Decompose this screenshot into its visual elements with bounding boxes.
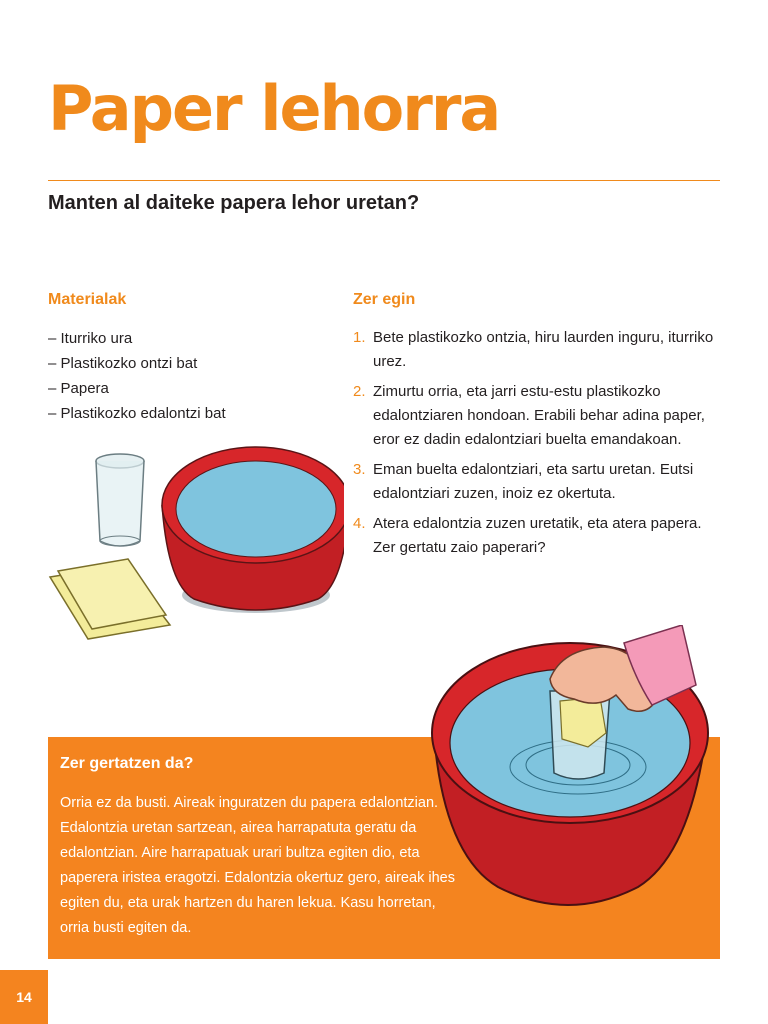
steps-list <box>353 326 723 566</box>
glass-icon <box>96 454 144 546</box>
step-number: 4. <box>353 515 366 532</box>
step-item <box>353 512 723 560</box>
experiment-illustration <box>428 625 720 925</box>
paper-sheets-icon <box>50 559 170 639</box>
step-number: 1. <box>353 329 366 346</box>
page-number: 14 <box>0 970 48 1024</box>
materials-illustration <box>44 445 344 645</box>
list-item: – Iturriko ura <box>48 330 133 347</box>
page-subtitle: Manten al daiteke papera lehor uretan? <box>48 192 420 214</box>
materials-list <box>48 326 226 426</box>
step-item <box>353 380 723 452</box>
explanation-heading: Zer gertatzen da? <box>60 755 194 772</box>
list-item: – Plastikozko ontzi bat <box>48 355 198 372</box>
step-text: Atera edalontzia zuzen uretatik, eta atera papera. Zer gertatu zaio paperari? <box>373 515 702 556</box>
step-text: Eman buelta edalontziari, eta sartu uretan. Eutsi edalontziari zuzen, inoiz ez okertuta. <box>373 461 694 502</box>
list-item: – Plastikozko edalontzi bat <box>48 405 226 422</box>
list-item: – Papera <box>48 380 109 397</box>
title-divider <box>48 180 720 181</box>
bowl-icon <box>162 447 344 613</box>
step-text: Bete plastikozko ontzia, hiru laurden inguru, iturriko urez. <box>373 329 714 370</box>
page-title: Paper lehorra <box>48 72 500 145</box>
step-number: 3. <box>353 461 366 478</box>
step-text: Zimurtu orria, eta jarri estu-estu plastikozko edalontziaren hondoan. Erabili behar adina paper, eror ez dadin edalontziari buelta emandakoan. <box>373 383 705 448</box>
materials-heading: Materialak <box>48 291 127 308</box>
step-item <box>353 326 723 374</box>
explanation-text: Orria ez da busti. Aireak inguratzen du papera edalontzian. Edalontzia uretan sartzean, airea harrapatuta geratu da edalontzian. Aire harrapatuak urari bultza egiten dio, eta paperera iristea eragotzi. Edalontzia okertuz gero, aireak ihes egiten du, eta urak hartzen du haren lekua. Kasu horretan, orria busti egiten da. <box>60 795 455 936</box>
step-item <box>353 458 723 506</box>
steps-heading: Zer egin <box>353 291 416 308</box>
step-number: 2. <box>353 383 366 400</box>
glass-icon <box>550 691 610 779</box>
